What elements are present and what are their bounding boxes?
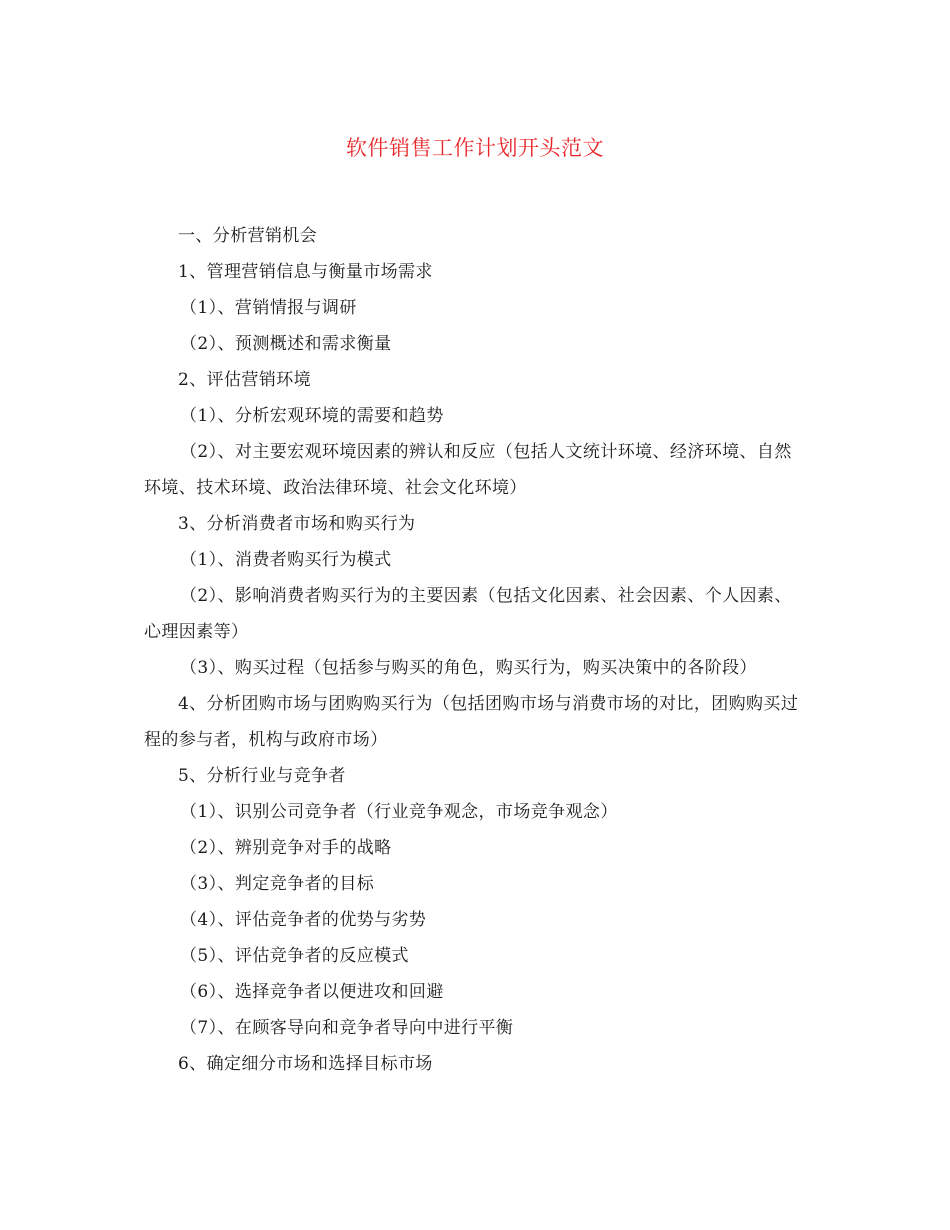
sub-item: （2）、对主要宏观环境因素的辨认和反应（包括人文统计环境、经济环境、自然环境、技术环境、政治法律环境、社会文化环境）: [144, 442, 792, 498]
sub-item: （2）、辨别竞争对手的战略: [180, 838, 392, 858]
sub-item: （1）、营销情报与调研: [180, 298, 357, 318]
item-heading: 6、确定细分市场和选择目标市场: [178, 1054, 433, 1074]
sub-item: （1）、消费者购买行为模式: [180, 550, 392, 570]
document-title: 软件销售工作计划开头范文: [346, 136, 604, 160]
sub-item: （3）、判定竞争者的目标: [180, 874, 375, 894]
sub-item: （1）、分析宏观环境的需要和趋势: [180, 406, 444, 426]
item-heading: 3、分析消费者市场和购买行为: [178, 514, 416, 534]
sub-item: （2）、影响消费者购买行为的主要因素（包括文化因素、社会因素、个人因素、心理因素等）: [144, 586, 792, 642]
item-heading: 4、分析团购市场与团购购买行为（包括团购市场与消费市场的对比，团购购买过程的参与者，机构与政府市场）: [144, 694, 799, 750]
sub-item: （6）、选择竞争者以便进攻和回避: [180, 982, 444, 1002]
sub-item: （3）、购买过程（包括参与购买的角色，购买行为，购买决策中的各阶段）: [180, 658, 757, 678]
sub-item: （2）、预测概述和需求衡量: [180, 334, 392, 354]
sub-item: （5）、评估竞争者的反应模式: [180, 946, 409, 966]
section-heading: 一、分析营销机会: [178, 226, 318, 246]
sub-item: （1）、识别公司竞争者（行业竞争观念，市场竞争观念）: [180, 802, 618, 822]
item-heading: 5、分析行业与竞争者: [178, 766, 346, 786]
item-heading: 2、评估营销环境: [178, 370, 312, 390]
document-body: [144, 218, 809, 1082]
item-heading: 1、管理营销信息与衡量市场需求: [178, 262, 433, 282]
sub-item: （4）、评估竞争者的优势与劣势: [180, 910, 427, 930]
sub-item: （7）、在顾客导向和竞争者导向中进行平衡: [180, 1018, 514, 1038]
